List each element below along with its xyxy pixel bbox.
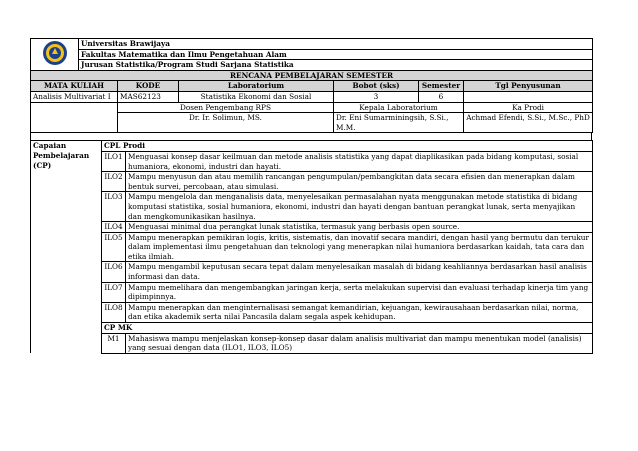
ilo-code: ILO3 [102,192,126,222]
table-row [31,302,593,322]
ilo-code: ILO1 [102,151,126,171]
university-seal-icon [42,40,68,66]
table-row [31,232,593,262]
table-row [31,222,593,233]
sign-name-developer: Dr. Ir. Solimun, MS. [118,113,334,133]
ilo-code: ILO7 [102,282,126,302]
logo-cell [31,39,79,71]
table-row [31,151,593,171]
ilo-code: ILO8 [102,302,126,322]
course-lab: Statistika Ekonomi dan Sosial [179,91,334,102]
ilo-code: ILO5 [102,232,126,262]
cp-label-line: Pembelajaran [33,150,90,160]
header-table [30,38,593,71]
ilo-text: Mampu mengelola dan menganalisis data, menyelesaikan permasalahan nyata menggunakan metode statistika di bidang komputasi statistika, sosial humaniora, ekonomi, industri dan hayati dengan bantuan perangkat lunak, serta menyajikan dan mengkomunikasikan hasilnya. [126,192,593,222]
spacer [30,133,592,140]
ilo-text: Mampu menerapkan dan menginternalisasi semangat kemandirian, kejuangan, kewirausahaan berdasarkan nilai, norma, dan etika akademik serta nilai Pancasila dalam segala aspek kehidupan. [126,302,593,322]
mk-code: M1 [102,333,126,353]
cp-label-line: Capaian [33,141,67,151]
sign-header-lab-head: Kepala Laboratorium [334,102,464,113]
col-header-credits: Bobot (sks) [334,81,419,92]
course-code: MAS62123 [118,91,179,102]
ilo-code: ILO2 [102,172,126,192]
course-table [30,70,593,134]
cpl-prodi-title: CPL Prodi [102,141,593,152]
ilo-text: Menguasai minimal dua perangkat lunak statistika, termasuk yang berbasis open source. [126,222,593,233]
table-row [31,333,593,353]
course-name: Analisis Multivariat I [31,91,118,102]
ilo-text: Mampu menyusun dan atau memilih rancangan pengumpulan/pembangkitan data secara efisien dan menerapkan dalam bentuk survei, percobaan, atau simulasi. [126,172,593,192]
table-row [31,262,593,282]
col-header-course: MATA KULIAH [31,81,118,92]
ilo-text: Menguasai konsep dasar keilmuan dan metode analisis statistika yang dapat diaplikasikan pada bidang komputasi, sosial humaniora, ekonomi, industri dan hayati. [126,151,593,171]
faculty-name: Fakultas Matematika dan Ilmu Pengetahuan Alam [79,49,593,60]
course-credits: 3 [334,91,419,102]
col-header-semester: Semester [419,81,464,92]
cp-label-line: (CP) [33,160,52,170]
course-date [464,91,593,102]
table-row [31,172,593,192]
rps-document [30,38,592,354]
document-title: RENCANA PEMBELAJARAN SEMESTER [31,70,593,81]
sign-name-head-prodi: Achmad Efendi, S.Si., M.Sc., PhD [464,113,593,133]
mk-text: Mahasiswa mampu menjelaskan konsep-konsep dasar dalam analisis multivariat dan mampu menentukan model (analisis) yang sesuai dengan data (ILO1, ILO3, ILO5) [126,333,593,353]
department-name: Jurusan Statistika/Program Studi Sarjana Statistika [79,60,593,71]
col-header-lab: Laboratorium [179,81,334,92]
cp-table [30,140,593,353]
university-name: Universitas Brawijaya [79,39,593,50]
col-header-date: Tgl Penyusunan [464,81,593,92]
ilo-text: Mampu menerapkan pemikiran logis, kritis, sistematis, dan inovatif secara mandiri, dengan hasil yang bermutu dan terukur dalam implementasi ilmu pengetahuan dan teknologi yang menerapkan nilai humaniora berdasarkan kaidah, tata cara dan etika ilmiah. [126,232,593,262]
ilo-code: ILO4 [102,222,126,233]
col-header-code: KODE [118,81,179,92]
cp-mk-title: CP MK [102,323,593,334]
sign-header-developer: Dosen Pengembang RPS [118,102,334,113]
ilo-code: ILO6 [102,262,126,282]
ilo-text: Mampu mengambil keputusan secara tepat dalam menyelesaikan masalah di bidang keahliannya berdasarkan hasil analisis informasi dan data. [126,262,593,282]
course-semester: 6 [419,91,464,102]
table-row [31,192,593,222]
table-row [31,282,593,302]
sign-name-lab-head: Dr. Eni Sumarminingsih, S.Si., M.M. [334,113,464,133]
cp-label [31,141,102,353]
ilo-text: Mampu memelihara dan mengembangkan jaringan kerja, serta melakukan supervisi dan evaluasi terhadap kinerja tim yang dipimpinnya. [126,282,593,302]
sign-header-head-prodi: Ka Prodi [464,102,593,113]
